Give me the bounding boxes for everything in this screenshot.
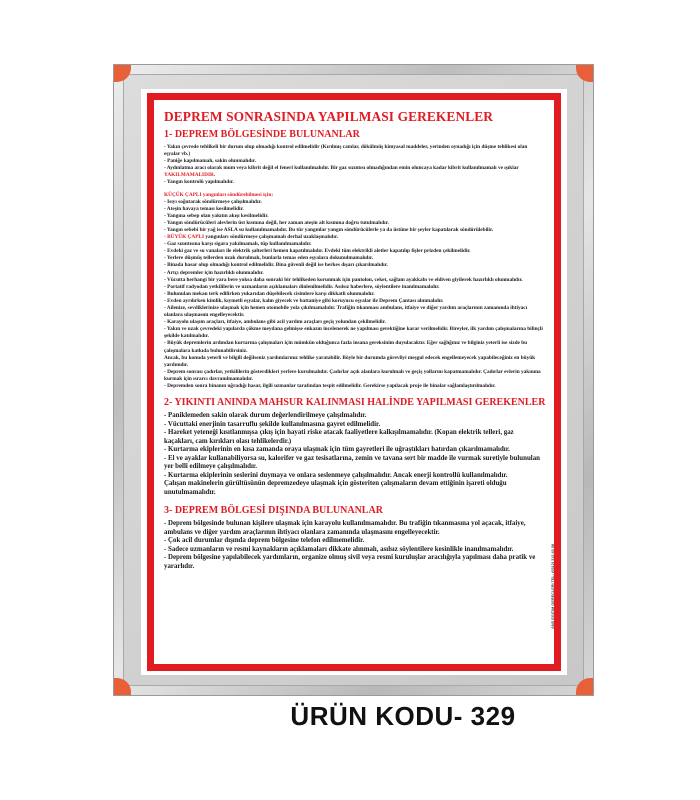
list-item: - Kurtarma ekiplerinin en kısa zamanda oraya ulaşmak için tüm gayretleri ile uğraştıkları hatırdan çıkarılmamalıdır. xyxy=(164,446,510,454)
section-1-sublist xyxy=(164,199,544,391)
list-item xyxy=(164,213,544,220)
item-text: - Ailenize, sevdiklerinize ulaşmak için hemen otomobile yola çıkılmamalıdır. Trafiğin tıkanması ambulans, itfaiye ve diğer yardım araçlarının zamanında ihtiyacı olanlara ulaşmasını engelleyecektir. xyxy=(164,304,528,319)
item-text: - Yakın çevrede tehlikeli bir durum olup olmadığı kontrol edilmelidir (Kırılmış camlar, dökülmüş kimyasal maddeler, yerinden oynadığı için düşme tehlikesi olan eşyalar vb.) xyxy=(164,144,528,158)
item-text: - Gaz sızıntısına karşı sigara yakılmamalı, tüp kullanılmamalıdır. xyxy=(164,241,312,248)
item-text: - Paniğe kapılmamalı, sakin olunmalıdır. xyxy=(164,158,256,165)
subsection-title: KÜÇÜK ÇAPLI yangınları söndürebilmesi için: xyxy=(164,191,274,198)
list-item xyxy=(164,248,544,255)
list-item xyxy=(164,369,544,383)
list-item: - Çok acil durumlar dışında deprem bölgesine telefon edilmemelidir. xyxy=(164,537,365,545)
section-2-title: 2- YIKINTI ANINDA MAHSUR KALINMASI HALİNDE YAPILMASI GEREKENLER xyxy=(164,397,546,409)
list-item xyxy=(164,262,544,269)
item-text: - Depremden sonra binanın uğradığı hasar, ilgili uzmanlar tarafından tespit edilmelidir. Gerekirse yapılacak proje ile binalar sağlamlaştırılmalıdır. xyxy=(164,383,496,389)
list-item: - Kurtarma ekiplerinin seslerini duymaya ve onlara seslenmeye çalışılmalıdır. Ancak enerji kontrollü kullanılmalıdır. xyxy=(164,471,508,479)
list-item xyxy=(164,179,544,186)
poster-title: DEPREM SONRASINDA YAPILMASI GEREKENLER xyxy=(164,109,494,124)
list-item: - Hareket yeteneği kısıtlanmışsa çıkış için hayati riske atacak faaliyetlere kalkışılmamalıdır. (Kopan elektrik telleri, gaz kaçakları, cam kırıkları olası tehlikelerdir.) xyxy=(164,429,514,445)
section-1 xyxy=(164,129,544,390)
side-publisher-text: ANS EGITIM GERECLERI TEL: (0312) 312 43 08 xyxy=(551,544,555,629)
list-item: - El ve ayaklar kullanabiliyorsa su, kalorifer ve gaz tesisatlarına, zemin ve tavana sert bir madde ile vurmak suretiyle bulunulan yer belli edilmeye çalışılmalıdır. xyxy=(164,454,540,471)
item-text: - Portatif radyodan yetkililerin ve uzmanların açıklamaları dinlenilmelidir. Asılsız haberlere, söylentilere inanılmamalıdır. xyxy=(164,283,440,290)
list-item: Çalışan makinelerin gürültüsünün depremzedeye ulaşmak için gösteriten çalışmaların devam ettiğinin işareti olduğu unutulmamalıdır. xyxy=(164,480,507,496)
emphasis-text: - BÜYÜK ÇAPLI xyxy=(164,234,205,241)
item-text: - Aydınlatma aracı olarak mum veya kibrit değil el feneri kullanılmalıdır. Bir gaz sızıntısı olmadığından emin oluncaya kadar kibrit kullanılmamalı ve ışıklar xyxy=(164,165,519,172)
item-text: - Yangına sebep olan yakıtın akışı kesilmelidir. xyxy=(164,212,269,219)
section-3-list xyxy=(164,520,544,571)
list-item xyxy=(164,234,544,241)
poster-content xyxy=(147,93,561,671)
product-code: ÜRÜN KODU- 329 xyxy=(290,701,516,731)
list-item xyxy=(164,284,544,291)
item-text: - Evdeki gaz ve su vanaları ile elektrik şalterleri hemen kapatılmalıdır. Evdeki tüm elektrikli aletler kapatılıp fişler prizden çekilmelidir. xyxy=(164,248,471,255)
section-1-title: 1- DEPREM BÖLGESİNDE BULUNANLAR xyxy=(164,129,360,140)
poster-frame xyxy=(113,64,594,696)
section-2-list xyxy=(164,412,544,497)
list-item xyxy=(164,340,544,354)
list-item xyxy=(164,165,544,179)
list-item: - Sadece uzmanların ve resmi kaynakların açıklamaları dikkate alınmalı, asılsız söylentilere kesinlikle inanılmamalıdır. xyxy=(164,545,514,553)
item-text: - Karayolu ulaşım araçları, itfaiye, ambulans gibi acil yardım araçları geçiş yolundan çekilmelidir. xyxy=(164,319,386,326)
emphasis-text: YAKILMAMALIDIR. xyxy=(164,172,216,179)
section-2 xyxy=(164,397,544,497)
poster-sheet xyxy=(141,89,567,675)
list-item xyxy=(164,383,544,390)
item-text: - Evden ayrılırken kimlik, kıymetli eşyalar, kalın giyecek ve battaniye gibi koruyucu eşyalar ile Deprem Çantası alınmalıdır. xyxy=(164,297,444,304)
list-item xyxy=(164,144,544,158)
list-item xyxy=(164,305,544,319)
item-text: yangınları söndürmeye çalışmamalı derhal uzaklaşmalıdır. xyxy=(204,234,339,241)
list-item: - Paniklemeden sakin olarak durum değerlendirilmeye çalışılmalıdır. xyxy=(164,412,367,420)
item-text: - Binada hasar olup olmadığı kontrol edilmelidir. Bina güvenli değil ise herkes dışarı çıkarılmalıdır. xyxy=(164,262,388,269)
item-text: - Isıyı soğutarak söndürmeye çalışılmalıdır. xyxy=(164,198,262,205)
item-text: - Bulunulan mekan terk edilirken yukarıdan düşebilecek cisimlere karşı dikkatli olunmalıdır. xyxy=(164,290,375,297)
list-item xyxy=(164,241,544,248)
list-item xyxy=(164,298,544,305)
list-item xyxy=(164,326,544,340)
item-text: - Artçı depremler için hazırlıklı olunmalıdır. xyxy=(164,269,264,276)
list-item xyxy=(164,220,544,227)
item-text: - Yangın sebebi bir yağ ise ASLA su kullanılmamalıdır. Bu tür yangınlar yangın söndürücülerle ya da üstüne bir şeyler kapatılarak söndürülebilir. xyxy=(164,226,494,233)
section-3-title: 3- DEPREM BÖLGESİ DIŞINDA BULUNANLAR xyxy=(164,505,383,517)
item-text: - Yangın kontrolü yapılmalıdır. xyxy=(164,179,234,186)
section-3 xyxy=(164,505,544,571)
list-item xyxy=(164,199,544,206)
list-item xyxy=(164,277,544,284)
item-text: - Yerlere düşmüş tellerden uzak durulmalı, bunlarla temas eden eşyalara dokunulmamalıdır. xyxy=(164,255,374,262)
item-text: - Vücutta herhangi bir yara bere yoksa daha sonraki bir tehlikeden korunmak için pantolon, ceket, sağlam ayakkabı ve eldiven giyilerek hazırlıklı olunmalıdır. xyxy=(164,276,523,283)
item-text: - Ateşin havaya teması kesilmelidir. xyxy=(164,205,244,212)
list-item xyxy=(164,291,544,298)
list-item: - Vücuttaki enerjinin tasarruflu şekilde kullanılmasına gayret edilmelidir. xyxy=(164,420,381,428)
list-item xyxy=(164,270,544,277)
section-1-list xyxy=(164,144,544,187)
list-item xyxy=(164,227,544,234)
item-text: - Yakın ve uzak çevredeki yapılarda çökme meydana gelmişse enkazın incelenerek ne yapılması gerektiğine karar verilmelidir. Bireyler, ilk yardım çalışmalarına bilinçli şekilde katılmalıdır. xyxy=(164,326,543,340)
item-text: Ancak, bu konuda yeterli ve bilgili değilseniz yardımlarınız tehlike yaratabilir. Böyle bir durumda görevliyi meşgul edecek engellemeyecek yapabileceğiniz en büyük yardımdır. xyxy=(164,354,536,368)
list-item xyxy=(164,355,544,369)
item-text: - Deprem sonrası çadırlar, yetkililerin gösterdikleri yerlere kurulmalıdır. Çadırlar açık alanlara kurulmalı ve geçiş yollarını kapatmamalıdır. Çadırlar evlerin yakınına kurmak için ısrarcı davranılmamalıdır. xyxy=(164,368,541,382)
item-text: - Yangın söndürücüleri alevlerin üst kısmına değil, her zaman ateşin alt kısmına doğru tutulmalıdır. xyxy=(164,219,389,226)
item-text: - Büyük depremlerin ardından kurtarma çalışmaları için mümkün olduğunca fazla insana gereksinim duyulacaktır. Eğer sağlığınız ve bilginiz yeterli ise sizde bu çalışmalara katkıda bulunabilirsiniz. xyxy=(164,340,528,354)
list-item xyxy=(164,206,544,213)
list-item: - Deprem bölgesine yapılabilecek yardımların, organize olmuş sivil veya resmi kuruluşlar aracılığıyla yapılması daha pratik ve yararlıdır. xyxy=(164,554,536,570)
list-item: - Deprem bölgesinde bulunan kişilere ulaşmak için karayolu kullanılmamalıdır. Bu trafiğin tıkanmasına yol açacak, itfaiye, ambulans ve diğer yardım araçlarının ihtiyacı olanlara zamanında ulaşmasını engelleyecektir. xyxy=(164,520,526,536)
